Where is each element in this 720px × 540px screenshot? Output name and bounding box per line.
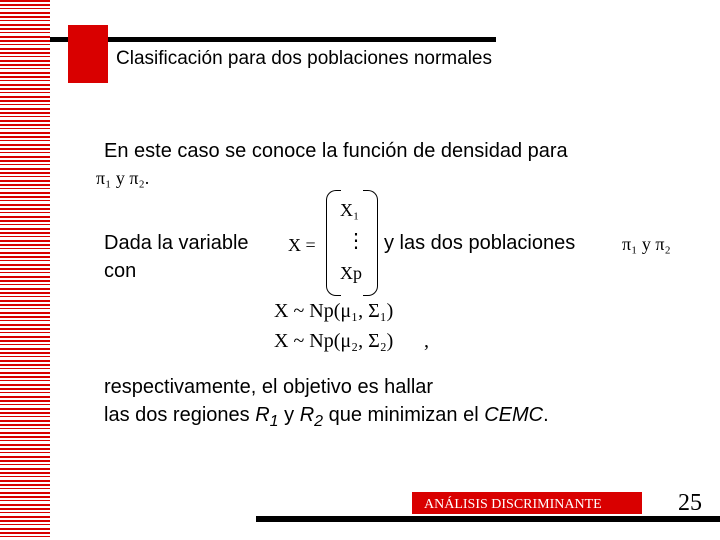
title-accent-block (68, 25, 108, 83)
distribution-comma: , (424, 330, 429, 352)
cemc-term: CEMC (484, 404, 544, 426)
vector-left-paren (326, 190, 341, 296)
bottom-rule (256, 516, 720, 522)
left-decorative-stripe (0, 0, 50, 540)
vector-dots: ⋮ (346, 230, 366, 252)
slide-title: Clasificación para dos poblaciones normales (116, 48, 492, 69)
variable-con: con (104, 260, 137, 282)
variable-lead: Dada la variable (104, 232, 249, 254)
region-r1: R (255, 404, 270, 426)
stripe-divider (50, 0, 52, 540)
distribution-1: X ~ Np(μ₁, Σ₁) (274, 300, 394, 322)
populations-formula: π₁ y π₂ (622, 234, 671, 254)
distribution-2: X ~ Np(μ₂, Σ₂) (274, 330, 394, 352)
populations-text: y las dos poblaciones (384, 232, 576, 254)
conclusion-line-2: las dos regiones $R_1$ y $R_2$ que minimizan el CEMC. (104, 404, 549, 430)
footer-label: ANÁLISIS DISCRIMINANTE (424, 497, 602, 512)
conclusion-line-1: respectivamente, el objetivo es hallar (104, 376, 434, 398)
page-number: 25 (678, 490, 702, 516)
intro-line: En este caso se conoce la función de densidad para (104, 140, 568, 162)
vector-x1: X₁ (340, 200, 360, 220)
vector-xp: Xp (340, 263, 362, 283)
intro-formula: π₁ y π₂. (96, 168, 150, 188)
region-r2: R (299, 404, 315, 426)
vector-lhs: X = (288, 235, 316, 255)
